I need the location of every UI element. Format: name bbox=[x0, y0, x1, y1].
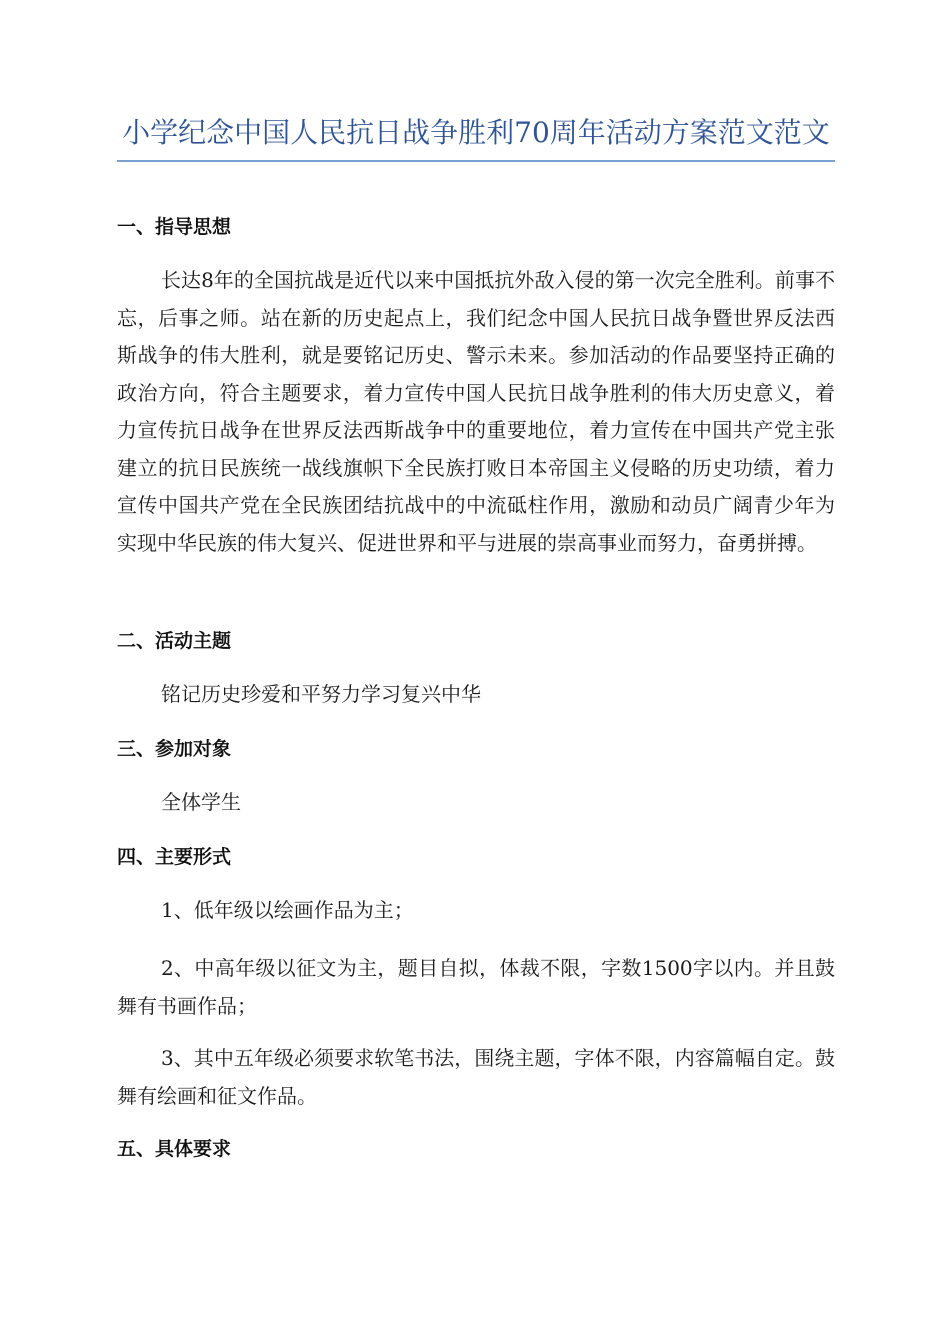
section-activity-theme bbox=[117, 628, 835, 654]
list-item: 2、中高年级以征文为主，题目自拟，体裁不限，字数1500字以内。并且鼓舞有书画作品； bbox=[117, 956, 835, 1018]
list-item: 3、其中五年级必须要求软笔书法，围绕主题，字体不限，内容篇幅自定。鼓舞有绘画和征文作品。 bbox=[117, 1046, 835, 1108]
section-heading: 四、主要形式 bbox=[117, 846, 232, 868]
list-item: 1、低年级以绘画作品为主； bbox=[161, 898, 414, 922]
section-heading: 三、参加对象 bbox=[117, 738, 232, 760]
section-specific-requirements bbox=[117, 1136, 835, 1162]
section-heading: 二、活动主题 bbox=[117, 630, 232, 652]
section-activity-theme-body bbox=[117, 676, 835, 714]
paragraph: 长达8年的全国抗战是近代以来中国抵抗外敌入侵的第一次完全胜利。前事不忘，后事之师。站在新的历史起点上，我们纪念中国人民抗日战争暨世界反法西斯战争的伟大胜利，就是要铭记历史、警示未来。参加活动的作品要坚持正确的政治方向，符合主题要求，着力宣传中国人民抗日战争胜利的伟大历史意义，着力宣传抗日战争在世界反法西斯战争中的重要地位，着力宣传在中国共产党主张建立的抗日民族统一战线旗帜下全民族打败日本帝国主义侵略的历史功绩，着力宣传中国共产党在全民族团结抗战中的中流砥柱作用，激励和动员广阔青少年为实现中华民族的伟大复兴、促进世界和平与进展的崇高事业而努力，奋勇拼搏。 bbox=[117, 268, 835, 555]
section-main-forms-item-2 bbox=[117, 950, 835, 1025]
document-title: 小学纪念中国人民抗日战争胜利70周年活动方案范文范文 bbox=[122, 116, 830, 149]
section-heading: 五、具体要求 bbox=[117, 1138, 232, 1160]
paragraph: 铭记历史珍爱和平努力学习复兴中华 bbox=[161, 682, 481, 706]
paragraph: 全体学生 bbox=[161, 790, 241, 814]
section-guiding-thought-body bbox=[117, 262, 835, 562]
section-participants-body bbox=[117, 784, 835, 822]
section-guiding-thought bbox=[117, 214, 835, 240]
section-heading: 一、指导思想 bbox=[117, 216, 232, 238]
section-main-forms-item-1 bbox=[117, 892, 835, 930]
document-page bbox=[117, 0, 835, 1160]
title-underline bbox=[117, 160, 835, 162]
section-main-forms-item-3 bbox=[117, 1040, 835, 1115]
section-main-forms bbox=[117, 844, 835, 870]
section-participants bbox=[117, 736, 835, 762]
